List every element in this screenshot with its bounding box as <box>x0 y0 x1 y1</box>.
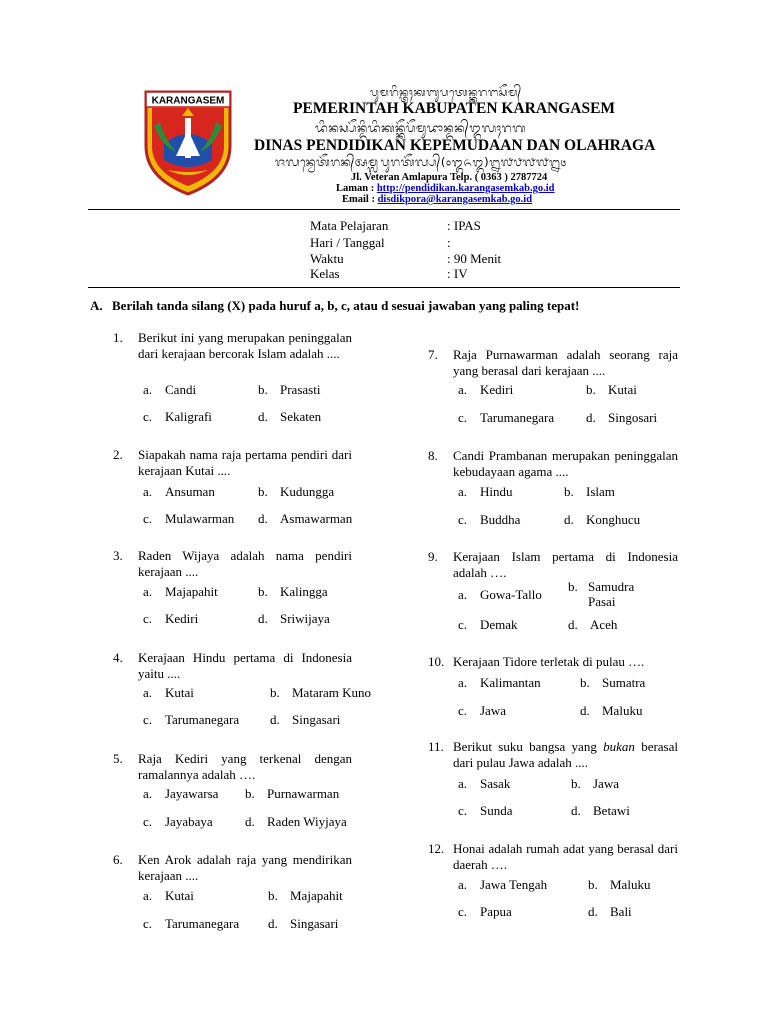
question-text: Berikut ini yang merupakan peninggalan dari kerajaan bercorak Islam adalah .... <box>138 330 352 361</box>
question-text: Ken Arok adalah raja yang mendirikan kerajaan .... <box>138 852 352 883</box>
info-value: : <box>447 235 451 250</box>
option-text: Sriwijaya <box>280 611 330 626</box>
option-text: Kutai <box>165 888 194 903</box>
question-text: Raja Purnawarman adalah seorang raja yang berasal dari kerajaan .... <box>453 347 678 378</box>
option-letter: a. <box>143 685 153 700</box>
option-text: Kudungga <box>280 484 335 499</box>
option-letter: a. <box>458 877 468 892</box>
option-text: Hindu <box>480 484 513 499</box>
option-letter: b. <box>564 484 574 499</box>
option-letter: a. <box>143 584 153 599</box>
option-text: Tarumanegara <box>165 916 240 931</box>
email-label: Email : <box>342 194 378 205</box>
option-text: Majapahit <box>165 584 218 599</box>
option-text: Singasari <box>290 916 339 931</box>
question-number: 11. <box>428 739 444 754</box>
option-letter: b. <box>580 675 590 690</box>
question-number: 12. <box>428 841 445 856</box>
balinese-script-line-1: ᬧᬸᬫᬭᬶᬦ᭄ᬢᬄᬓᬩᬸᬧᬢᬾᬦ᭄ᬓᬭᬗᬲᭂᬫ᭄ <box>370 86 522 99</box>
option-text: Jawa <box>593 776 619 791</box>
option-letter: b. <box>258 484 268 499</box>
section-a-instruction <box>90 298 579 314</box>
option-letter: b. <box>245 786 255 801</box>
option-text: Sekaten <box>280 409 322 424</box>
option-letter: a. <box>458 675 468 690</box>
option-letter: d. <box>564 512 574 527</box>
header-divider <box>88 209 680 210</box>
option-letter: c. <box>458 703 468 718</box>
option-text: Raden Wiyjaya <box>267 814 347 829</box>
option-letter: b. <box>571 776 581 791</box>
option-text: Betawi <box>593 803 630 818</box>
option-letter: c. <box>143 814 153 829</box>
option-text: Bali <box>610 904 632 919</box>
option-letter: a. <box>458 776 468 791</box>
option-letter: c. <box>458 617 468 632</box>
website-link[interactable]: http://pendidikan.karangasemkab.go.id <box>376 183 555 194</box>
option-text: Candi <box>165 382 197 397</box>
question-number: 4. <box>113 650 123 665</box>
option-letter: d. <box>568 617 578 632</box>
option-text: Islam <box>586 484 615 499</box>
option-text: Mataram Kuno <box>292 685 372 700</box>
option-text: Demak <box>480 617 518 632</box>
option-letter: c. <box>458 410 468 425</box>
balinese-script-line-3: ᬚᬮᬦ᭄ᬯᬾᬢᭂᬭᬦ᭄ᬅᬫ᭄ᬮᬧᬸᬭᬢᭂᬮ᭄ᬧ᭄(᭐᭓᭖᭓)᭒᭗᭘᭗᭗᭒᭔ <box>275 155 567 169</box>
info-label: Waktu <box>310 251 344 266</box>
option-letter: c. <box>143 409 153 424</box>
question-number: 10. <box>428 654 445 669</box>
question-number: 1. <box>113 330 123 345</box>
option-text: Asmawarman <box>280 511 353 526</box>
option-letter: c. <box>143 611 153 626</box>
option-text: Kalingga <box>280 584 328 599</box>
logo-banner-text: KARANGASEM <box>151 95 225 107</box>
option-letter: a. <box>458 484 468 499</box>
question-text: Raden Wijaya adalah nama pendiri kerajaan .... <box>138 548 352 579</box>
question-number: 7. <box>428 347 438 362</box>
option-text: Kalimantan <box>480 675 541 690</box>
info-value: : IV <box>447 266 468 281</box>
question-number: 3. <box>113 548 123 563</box>
question-text: Kerajaan Islam pertama di Indonesia adalah …. <box>453 549 678 580</box>
option-text: Prasasti <box>280 382 321 397</box>
option-letter: b. <box>586 382 596 397</box>
option-text: Kutai <box>608 382 637 397</box>
option-letter: c. <box>458 512 468 527</box>
option-letter: b. <box>270 685 280 700</box>
department-title: DINAS PENDIDIKAN KEPEMUDAAN DAN OLAHRAGA <box>254 137 656 154</box>
option-letter: c. <box>143 916 153 931</box>
option-letter: c. <box>143 712 153 727</box>
option-text: Tarumanegara <box>480 410 555 425</box>
option-text: Sasak <box>480 776 511 791</box>
option-letter: d. <box>588 904 598 919</box>
option-text: Mulawarman <box>165 511 235 526</box>
info-label: Kelas <box>310 266 340 281</box>
question-text: Kerajaan Tidore terletak di pulau …. <box>453 654 645 669</box>
option-text: Singosari <box>608 410 658 425</box>
government-title: PEMERINTAH KABUPATEN KARANGASEM <box>293 100 616 117</box>
option-text: Ansuman <box>165 484 215 499</box>
website-label: Laman : <box>336 183 377 194</box>
option-letter: c. <box>143 511 153 526</box>
option-letter: a. <box>143 382 153 397</box>
option-text: Maluku <box>602 703 643 718</box>
question-text: Siapakah nama raja pertama pendiri dari kerajaan Kutai .... <box>138 447 352 478</box>
option-text: Purnawarman <box>267 786 340 801</box>
question-number: 6. <box>113 852 123 867</box>
question-number: 5. <box>113 751 123 766</box>
question-text: Kerajaan Hindu pertama di Indonesia yaitu .... <box>138 650 352 681</box>
option-text: Buddha <box>480 512 521 527</box>
option-text: Sunda <box>480 803 513 818</box>
option-letter: d. <box>258 611 268 626</box>
option-text: Maluku <box>610 877 651 892</box>
option-letter: b. <box>258 382 268 397</box>
option-letter: d. <box>580 703 590 718</box>
question-text-part: Berikut suku bangsa yang <box>453 739 604 754</box>
balinese-script-line-2: ᬤᬶᬦᬲ᭄ᬧᭂᬦ᭄ᬤᬶᬤᬶᬓᬦ᭄ᬓᭂᬧᭂᬫᬸᬤᬵᬦ᭄ᬤᬦ᭄ᬑᬮᬄᬭᬕ <box>315 121 526 135</box>
option-letter: d. <box>268 916 278 931</box>
instruction-text: Berilah tanda silang (X) pada huruf a, b, c, atau d sesuai jawaban yang paling tepat! <box>112 298 580 313</box>
option-text: Singasari <box>292 712 341 727</box>
option-text: Papua <box>480 904 512 919</box>
info-label: Mata Pelajaran <box>310 218 389 233</box>
info-value: : IPAS <box>447 218 481 233</box>
info-divider <box>88 287 680 288</box>
option-text: Kutai <box>165 685 194 700</box>
option-text: Jayawarsa <box>165 786 219 801</box>
option-letter: d. <box>258 409 268 424</box>
question-number: 2. <box>113 447 123 462</box>
question-text <box>453 739 678 771</box>
question-text: Honai adalah rumah adat yang berasal dari daerah …. <box>453 841 678 872</box>
website-line <box>336 183 555 194</box>
option-letter: b. <box>268 888 278 903</box>
option-letter: c. <box>458 904 468 919</box>
question-number: 8. <box>428 448 438 463</box>
info-label: Hari / Tanggal <box>310 235 385 250</box>
question-emphasis: bukan <box>603 739 635 754</box>
option-letter: b. <box>588 877 598 892</box>
option-text: Jawa Tengah <box>480 877 548 892</box>
address-line: Jl. Veteran Amlapura Telp. ( 0363 ) 2787724 <box>351 172 548 183</box>
option-text: Gowa-Tallo <box>480 587 542 602</box>
option-letter: b. <box>568 579 578 594</box>
question-text-part: berasal dari pulau Jawa adalah .... <box>453 739 678 770</box>
option-letter: d. <box>245 814 255 829</box>
option-letter: d. <box>586 410 596 425</box>
option-letter: c. <box>458 803 468 818</box>
option-letter: d. <box>258 511 268 526</box>
option-text: Sumatra <box>602 675 646 690</box>
option-letter: a. <box>143 484 153 499</box>
option-letter: d. <box>270 712 280 727</box>
option-text: Tarumanegara <box>165 712 240 727</box>
option-text: Kediri <box>165 611 199 626</box>
option-text: Kaligrafi <box>165 409 212 424</box>
karangasem-crest-logo <box>142 86 234 198</box>
option-text: Jayabaya <box>165 814 213 829</box>
section-letter: A. <box>90 298 103 313</box>
question-text: Raja Kediri yang terkenal dengan ramalannya adalah …. <box>138 751 352 782</box>
option-text: Samudra Pasai <box>588 579 635 609</box>
option-text: Konghucu <box>586 512 641 527</box>
option-letter: a. <box>458 382 468 397</box>
question-number: 9. <box>428 549 438 564</box>
option-letter: d. <box>571 803 581 818</box>
email-link[interactable]: disdikpora@karangasemkab.go.id <box>377 194 533 205</box>
option-text: Jawa <box>480 703 506 718</box>
option-letter: a. <box>143 786 153 801</box>
option-letter: b. <box>258 584 268 599</box>
option-letter: a. <box>458 587 468 602</box>
option-text: Kediri <box>480 382 514 397</box>
question-text: Candi Prambanan merupakan peninggalan kebudayaan agama .... <box>453 448 678 479</box>
option-text: Majapahit <box>290 888 343 903</box>
option-letter: a. <box>143 888 153 903</box>
option-text: Aceh <box>590 617 618 632</box>
email-line <box>342 194 532 205</box>
info-value: : 90 Menit <box>447 251 502 266</box>
